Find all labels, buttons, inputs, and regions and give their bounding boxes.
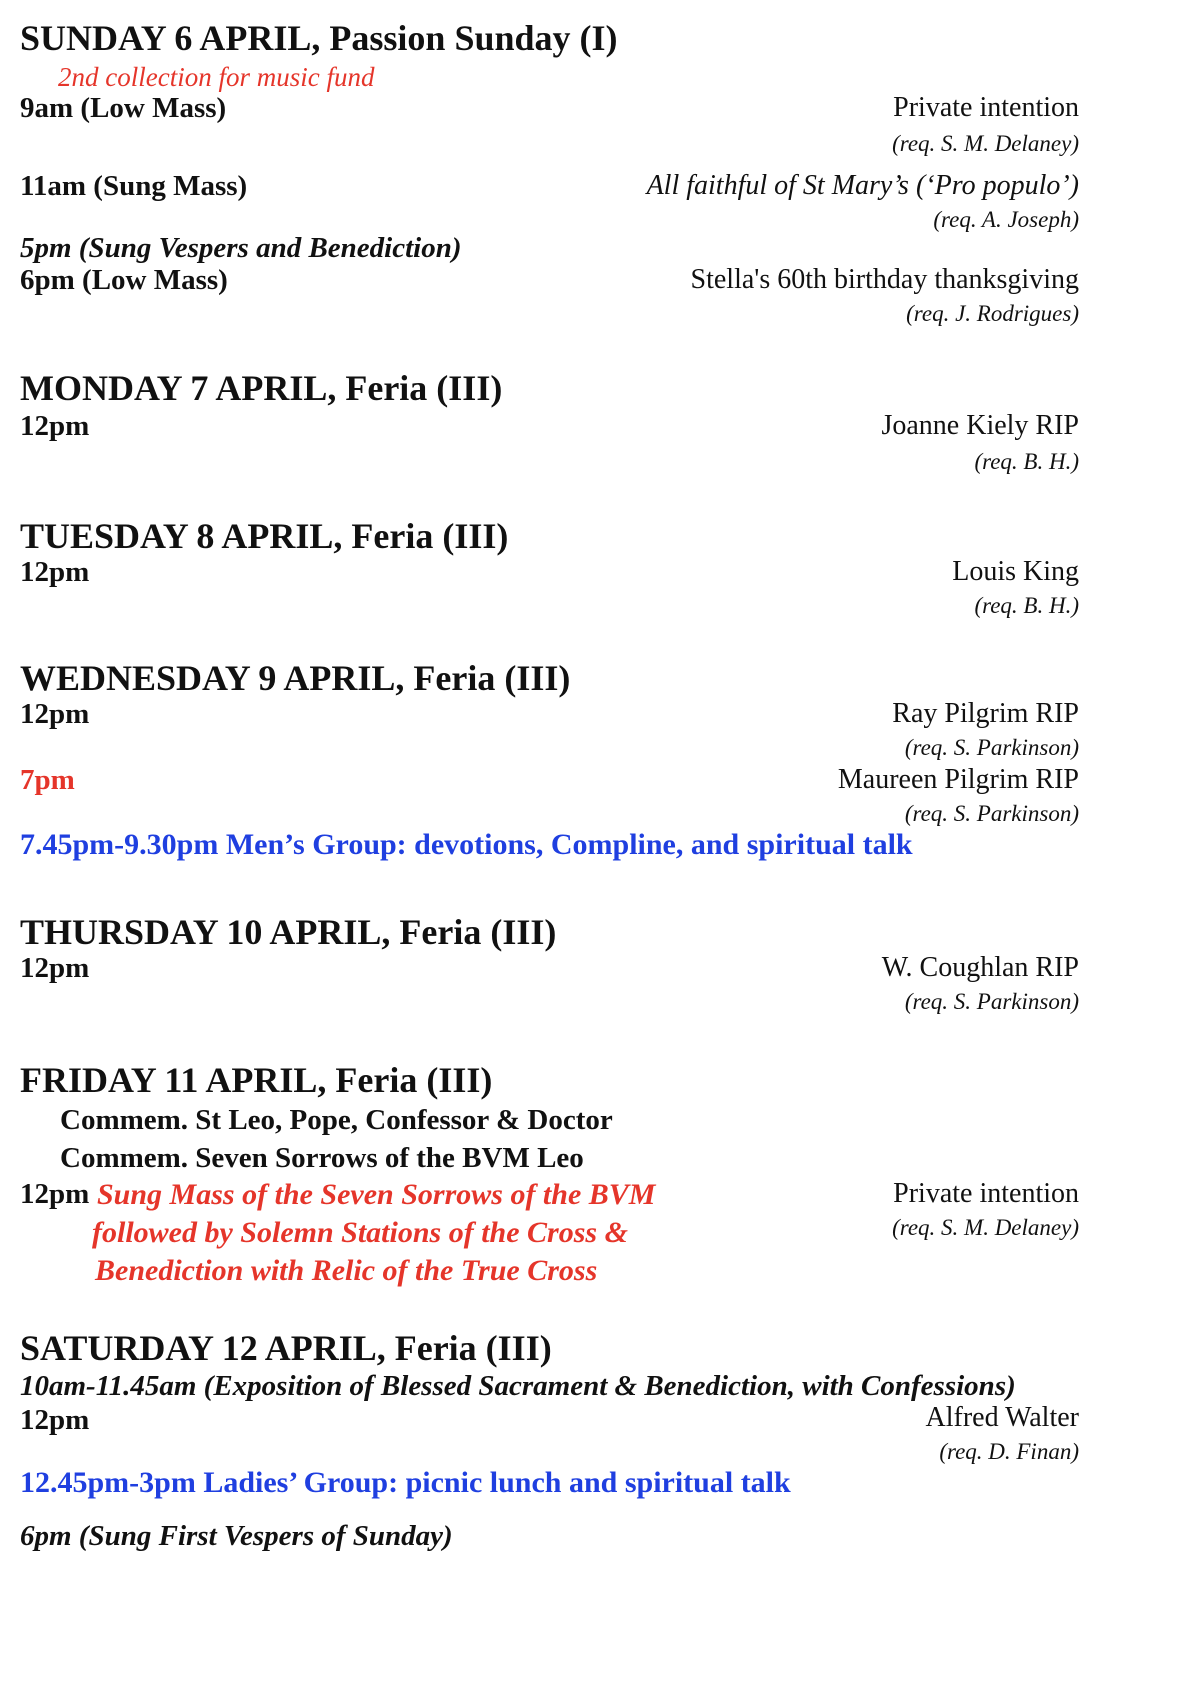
intention-requester: (req. J. Rodrigues) bbox=[906, 301, 1079, 326]
intention-requester: (req. B. H.) bbox=[974, 593, 1079, 618]
intention-requester: (req. A. Joseph) bbox=[933, 207, 1079, 232]
wednesday-heading: WEDNESDAY 9 APRIL, Feria (III) bbox=[20, 658, 571, 698]
intention-requester: (req. S. M. Delaney) bbox=[892, 131, 1079, 156]
mass-intention: Alfred Walter bbox=[925, 1402, 1079, 1433]
mass-time: 12pm bbox=[20, 556, 90, 588]
exposition-line: 10am-11.45am (Exposition of Blessed Sacrament & Benediction, with Confessions) bbox=[20, 1370, 1016, 1402]
intention-requester: (req. S. Parkinson) bbox=[904, 989, 1079, 1014]
mass-description: followed by Solemn Stations of the Cross & bbox=[92, 1216, 628, 1249]
mass-intention: Maureen Pilgrim RIP bbox=[837, 764, 1079, 795]
mass-time: 9am (Low Mass) bbox=[20, 92, 227, 124]
mass-time: 12pm bbox=[20, 1404, 90, 1436]
mass-intention: Joanne Kiely RIP bbox=[881, 410, 1079, 441]
mass-time: 6pm (Low Mass) bbox=[20, 264, 228, 296]
mass-time: 12pm bbox=[20, 952, 90, 984]
mass-intention: Louis King bbox=[952, 556, 1079, 587]
friday-heading: FRIDAY 11 APRIL, Feria (III) bbox=[20, 1060, 493, 1100]
monday-heading: MONDAY 7 APRIL, Feria (III) bbox=[20, 368, 503, 408]
mass-description: Benediction with Relic of the True Cross bbox=[95, 1254, 598, 1287]
mass-intention: Stella's 60th birthday thanksgiving bbox=[690, 264, 1079, 295]
intention-requester: (req. S. Parkinson) bbox=[904, 735, 1079, 760]
mass-time: 12pm bbox=[20, 698, 90, 730]
mass-intention: Private intention bbox=[893, 92, 1079, 123]
commemoration: Commem. St Leo, Pope, Confessor & Doctor bbox=[60, 1104, 613, 1136]
thursday-heading: THURSDAY 10 APRIL, Feria (III) bbox=[20, 912, 557, 952]
mass-intention: W. Coughlan RIP bbox=[881, 952, 1079, 983]
vespers-line: 5pm (Sung Vespers and Benediction) bbox=[20, 232, 462, 264]
sunday-heading: SUNDAY 6 APRIL, Passion Sunday (I) bbox=[20, 18, 618, 58]
mass-intention: All faithful of St Mary’s (‘Pro populo’) bbox=[646, 170, 1079, 201]
intention-requester: (req. D. Finan) bbox=[939, 1439, 1079, 1464]
mass-time: 12pm bbox=[20, 1178, 90, 1210]
mens-group-event: 7.45pm-9.30pm Men’s Group: devotions, Compline, and spiritual talk bbox=[20, 828, 913, 861]
mass-intention: Private intention bbox=[893, 1178, 1079, 1209]
mass-description: Sung Mass of the Seven Sorrows of the BVM bbox=[97, 1178, 656, 1211]
commemoration: Commem. Seven Sorrows of the BVM Leo bbox=[60, 1142, 584, 1174]
mass-time: 7pm bbox=[20, 764, 75, 796]
mass-intention: Ray Pilgrim RIP bbox=[892, 698, 1079, 729]
intention-requester: (req. S. Parkinson) bbox=[904, 801, 1079, 826]
mass-time: 12pm bbox=[20, 410, 90, 442]
intention-requester: (req. S. M. Delaney) bbox=[892, 1215, 1079, 1240]
ladies-group-event: 12.45pm-3pm Ladies’ Group: picnic lunch and spiritual talk bbox=[20, 1466, 791, 1499]
first-vespers-line: 6pm (Sung First Vespers of Sunday) bbox=[20, 1520, 453, 1552]
intention-requester: (req. B. H.) bbox=[974, 449, 1079, 474]
mass-time: 11am (Sung Mass) bbox=[20, 170, 248, 202]
collection-note: 2nd collection for music fund bbox=[58, 62, 375, 92]
tuesday-heading: TUESDAY 8 APRIL, Feria (III) bbox=[20, 516, 509, 556]
saturday-heading: SATURDAY 12 APRIL, Feria (III) bbox=[20, 1328, 552, 1368]
